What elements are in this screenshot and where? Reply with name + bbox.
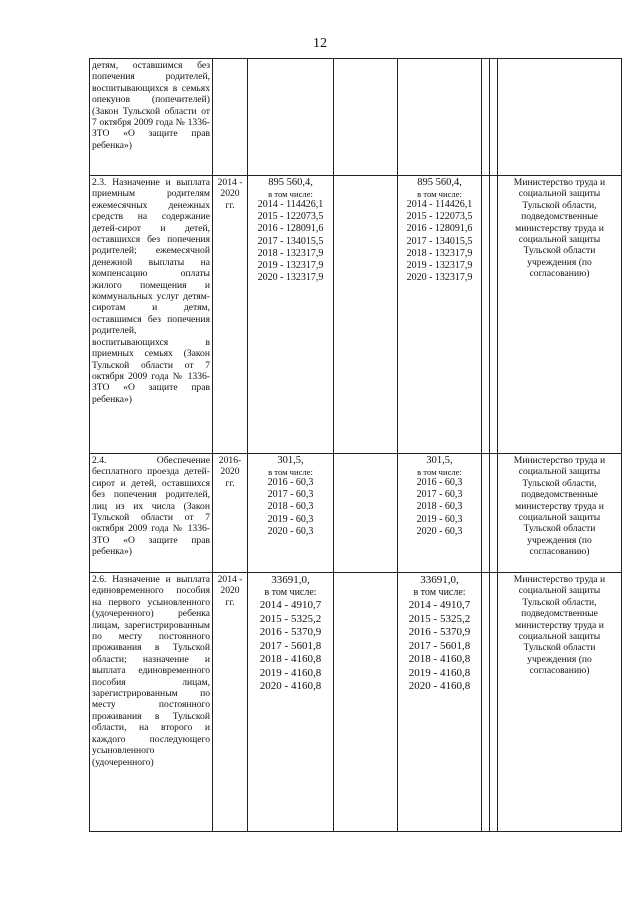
year-amount: 2019 - 60,3 xyxy=(416,513,463,525)
federal-funding-cell xyxy=(334,59,398,176)
program-table xyxy=(89,58,622,832)
year-amount: 2014 - 4910,7 xyxy=(259,599,322,611)
year-amount: 2015 - 5325,2 xyxy=(259,612,322,625)
local-funding-cell xyxy=(482,176,490,454)
year-amount: 2017 - 60,3 xyxy=(416,489,463,501)
year-amount: 2014 - 4910,7 xyxy=(408,599,471,611)
regional-funding-cell xyxy=(398,176,482,454)
measure-description: 2.3. Назначение и выплата приемным родителям ежемесячных денежных средств на содержание детей-сирот и детей, оставшихся без попечения родителей; ежемесячной денежной выплаты на компенсацию оплаты жилого помещения и коммунальных услуг детям-сиротам и детям, оставшимся без попечения родителей, воспитывающихся в приемных семьях (Закон Тульской области от 7 октября 2009 года № 1336-ЗТО «О защите прав ребенка») xyxy=(90,176,213,454)
year-amount: 2014 - 114426,1 xyxy=(257,199,324,210)
year-amount: 2014 - 114426,1 xyxy=(406,199,473,210)
local-funding-cell xyxy=(482,573,490,832)
extra-funding-cell xyxy=(490,573,498,832)
year-amount: 2019 - 132317,9 xyxy=(406,260,473,272)
extra-funding-cell xyxy=(490,59,498,176)
responsible-agency-cell: Министерство труда и социальной защиты Тульской области, подведомственные министерству труда и социальной защиты Тульской области учреждения (по согласованию) xyxy=(498,573,622,832)
year-amount: 2018 - 4160,8 xyxy=(408,653,471,665)
total-amount: 301,5, xyxy=(277,455,304,466)
table-row xyxy=(90,573,622,832)
total-funding-cell xyxy=(248,176,334,454)
year-amount: 2020 - 4160,8 xyxy=(408,680,471,692)
year-amount: 2020 - 60,3 xyxy=(267,525,314,537)
period-cell: 2014 - 2020 гг. xyxy=(213,176,248,454)
federal-funding-cell xyxy=(334,176,398,454)
measure-description: детям, оставшимся без попечения родителей, воспитывающихся в семьях опекунов (попечителей) (Закон Тульской области от 7 октября 2009 года № 1336-ЗТО «О защите прав ребенка») xyxy=(90,59,213,176)
including-label: в том числе: xyxy=(264,587,317,598)
total-amount: 895 560,4, xyxy=(268,177,313,188)
including-label: в том числе: xyxy=(268,189,313,199)
extra-funding-cell xyxy=(490,454,498,573)
including-label: в том числе: xyxy=(413,587,466,598)
period-cell xyxy=(213,59,248,176)
year-amount: 2018 - 132317,9 xyxy=(406,247,473,259)
federal-funding-cell xyxy=(334,573,398,832)
year-amount: 2019 - 60,3 xyxy=(267,513,314,525)
year-amount: 2020 - 132317,9 xyxy=(257,272,324,284)
regional-funding-cell xyxy=(398,454,482,573)
total-funding-cell xyxy=(248,59,334,176)
period-cell: 2016-2020 гг. xyxy=(213,454,248,573)
regional-amount: 33691,0, xyxy=(420,574,459,586)
measure-description: 2.4. Обеспечение бесплатного проезда детей-сирот и детей, оставшихся без попечения родителей, лиц из их числа (Закон Тульской области от 7 октября 2009 года № 1336-ЗТО «О защите прав ребенка») xyxy=(90,454,213,573)
year-amount: 2016 - 60,3 xyxy=(267,477,314,488)
page-number: 12 xyxy=(313,36,327,51)
year-amount: 2019 - 4160,8 xyxy=(259,666,322,679)
year-amount: 2017 - 60,3 xyxy=(267,489,314,501)
year-amount: 2015 - 122073,5 xyxy=(406,211,473,223)
measure-description: 2.6. Назначение и выплата единовременного пособия на первого усыновленного (удочеренного) ребенка лицам, зарегистрированным по месту постоянного проживания в Тульской области; назначение и выплата единовременного пособия лицам, зарегистрированным по месту постоянного проживания в Тульской области, на второго и каждого последующего усыновленного (удочеренного) xyxy=(90,573,213,832)
regional-amount: 895 560,4, xyxy=(417,177,462,188)
year-amount: 2018 - 132317,9 xyxy=(257,247,324,259)
year-amount: 2019 - 4160,8 xyxy=(408,666,471,679)
including-label: в том числе: xyxy=(417,467,462,477)
period-cell: 2014 - 2020 гг. xyxy=(213,573,248,832)
year-amount: 2015 - 5325,2 xyxy=(408,612,471,625)
year-amount: 2020 - 4160,8 xyxy=(259,680,322,692)
year-amount: 2018 - 60,3 xyxy=(267,501,314,513)
table-row xyxy=(90,176,622,454)
responsible-agency-cell: Министерство труда и социальной защиты Тульской области, подведомственные министерству труда и социальной защиты Тульской области учреждения (по согласованию) xyxy=(498,176,622,454)
table-row xyxy=(90,59,622,176)
extra-funding-cell xyxy=(490,176,498,454)
total-funding-cell xyxy=(248,573,334,832)
year-amount: 2017 - 5601,8 xyxy=(259,639,322,652)
federal-funding-cell xyxy=(334,454,398,573)
year-amount: 2018 - 60,3 xyxy=(416,501,463,513)
table-row xyxy=(90,454,622,573)
regional-amount: 301,5, xyxy=(426,455,453,466)
year-amount: 2017 - 134015,5 xyxy=(257,235,324,247)
responsible-agency-cell xyxy=(498,59,622,176)
year-amount: 2019 - 132317,9 xyxy=(257,260,324,272)
including-label: в том числе: xyxy=(268,467,313,477)
responsible-agency-cell: Министерство труда и социальной защиты Тульской области, подведомственные министерству труда и социальной защиты Тульской области учреждения (по согласованию) xyxy=(498,454,622,573)
total-amount: 33691,0, xyxy=(271,574,310,586)
local-funding-cell xyxy=(482,454,490,573)
year-amount: 2016 - 128091,6 xyxy=(406,223,473,235)
year-amount: 2018 - 4160,8 xyxy=(259,653,322,665)
year-amount: 2020 - 132317,9 xyxy=(406,272,473,284)
year-amount: 2017 - 134015,5 xyxy=(406,235,473,247)
year-amount: 2016 - 5370,9 xyxy=(259,626,322,638)
year-amount: 2016 - 5370,9 xyxy=(408,626,471,638)
year-amount: 2016 - 128091,6 xyxy=(257,223,324,235)
regional-funding-cell xyxy=(398,573,482,832)
year-amount: 2017 - 5601,8 xyxy=(408,639,471,652)
year-amount: 2015 - 122073,5 xyxy=(257,211,324,223)
including-label: в том числе: xyxy=(417,189,462,199)
total-funding-cell xyxy=(248,454,334,573)
year-amount: 2016 - 60,3 xyxy=(416,477,463,488)
year-amount: 2020 - 60,3 xyxy=(416,525,463,537)
regional-funding-cell xyxy=(398,59,482,176)
local-funding-cell xyxy=(482,59,490,176)
